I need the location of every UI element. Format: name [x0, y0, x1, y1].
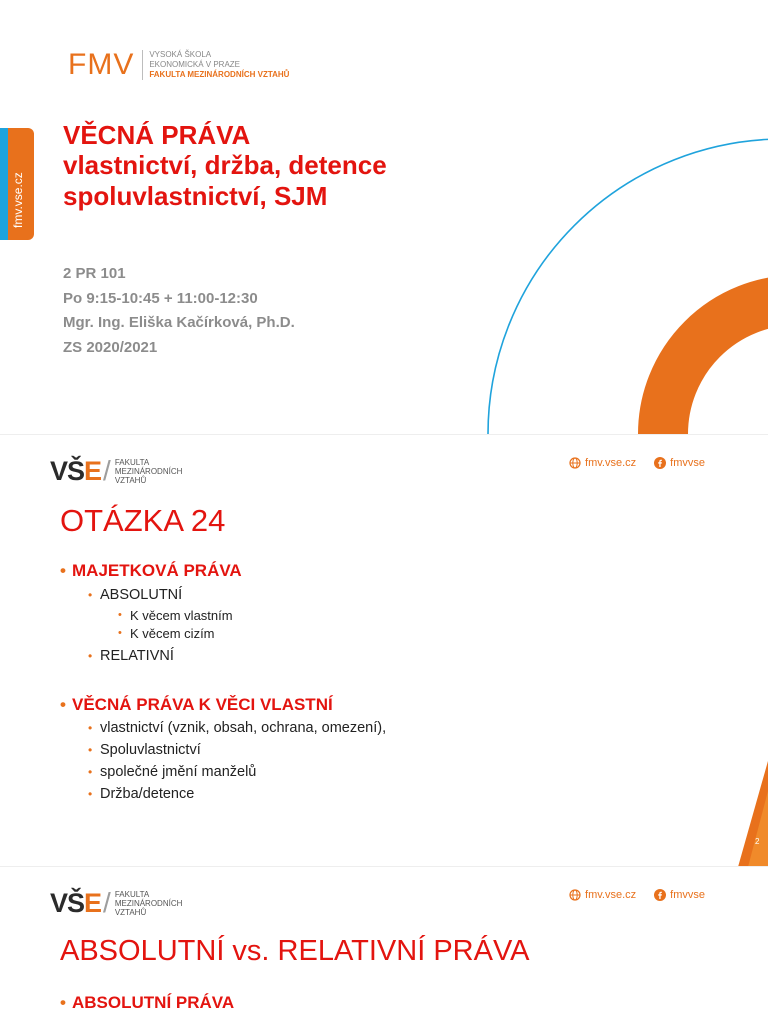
title-line-3: spoluvlastnictví, SJM	[63, 181, 328, 211]
header-links	[551, 889, 705, 901]
fmv-logo	[68, 48, 289, 82]
facebook-icon	[654, 457, 666, 469]
bullet-list	[60, 561, 386, 802]
content-slide-otazka	[0, 434, 768, 866]
course-code: 2 PR 101	[63, 265, 126, 282]
bullet-spolecne-jmeni: • společné jmění manželů	[60, 764, 386, 780]
vse-line-1: FAKULTA	[114, 889, 150, 899]
vse-logo-vs: VŠ	[50, 455, 85, 486]
vse-line-3: VZTAHŮ	[114, 907, 147, 917]
bullet-k-vecem-cizim: • K věcem cizím	[60, 626, 386, 641]
logo-line-1: VYSOKÁ ŠKOLA	[149, 50, 212, 59]
vse-logo-slash: /	[103, 455, 111, 486]
facebook-link-text: fmvvse	[670, 457, 705, 469]
side-tab-stripe	[0, 128, 8, 240]
title-line-2: vlastnictví, držba, detence	[63, 150, 387, 180]
page-corner-triangle	[736, 761, 768, 866]
bullet-vecna-prava: • VĚCNÁ PRÁVA K VĚCI VLASTNÍ	[60, 695, 386, 715]
course-info	[63, 262, 295, 360]
bullet-absolutni: • ABSOLUTNÍ	[60, 587, 386, 603]
web-link[interactable]	[569, 889, 636, 901]
globe-icon	[569, 889, 581, 901]
bullet-relativni: • RELATIVNÍ	[60, 648, 386, 664]
facebook-link-text: fmvvse	[670, 889, 705, 901]
logo-line-3: FAKULTA MEZINÁRODNÍCH VZTAHŮ	[149, 70, 290, 79]
vse-logo	[50, 455, 182, 487]
header-links	[551, 457, 705, 469]
facebook-link[interactable]	[654, 889, 705, 901]
side-tab-text: fmv.vse.cz	[11, 172, 25, 228]
vse-logo-e: E	[84, 887, 102, 918]
bullet-list	[60, 993, 234, 1013]
vse-line-3: VZTAHŮ	[114, 475, 147, 485]
semester: ZS 2020/2021	[63, 338, 158, 356]
title-slide	[0, 0, 768, 434]
bullet-majetkova-prava: • MAJETKOVÁ PRÁVA	[60, 561, 386, 581]
vse-logo-vs: VŠ	[50, 887, 85, 918]
vse-line-1: FAKULTA	[114, 457, 150, 467]
bullet-drzba: • Držba/detence	[60, 786, 386, 802]
web-link[interactable]	[569, 457, 636, 469]
vse-logo-mark	[50, 456, 101, 487]
bullet-k-vecem-vlastnim: • K věcem vlastním	[60, 608, 386, 623]
presentation-title	[63, 120, 387, 212]
web-link-text: fmv.vse.cz	[585, 457, 637, 469]
bullet-absolutni-prava: • ABSOLUTNÍ PRÁVA	[60, 993, 234, 1013]
course-time: Po 9:15-10:45 + 11:00-12:30	[63, 289, 258, 307]
bullet-vlastnictvi: • vlastnictví (vznik, obsah, ochrana, omezení),	[60, 720, 386, 736]
bullet-spoluvlastnictvi: • Spoluvlastnictví	[60, 742, 386, 758]
slide-title: OTÁZKA 24	[60, 503, 226, 538]
fmv-logo-text	[149, 50, 289, 80]
facebook-icon	[654, 889, 666, 901]
vse-line-2: MEZINÁRODNÍCH	[114, 466, 183, 476]
vse-logo	[50, 887, 182, 919]
web-link-text: fmv.vse.cz	[585, 889, 637, 901]
title-line-1: VĚCNÁ PRÁVA	[63, 120, 251, 150]
vse-logo-e: E	[84, 455, 102, 486]
fmv-logo-letters: FMV	[68, 48, 135, 81]
vse-logo-text	[115, 890, 183, 917]
side-tab[interactable]	[0, 128, 34, 240]
vse-logo-text	[115, 458, 183, 485]
lecturer-name: Mgr. Ing. Eliška Kačírková, Ph.D.	[63, 314, 295, 331]
logo-line-2: EKONOMICKÁ V PRAZE	[149, 60, 241, 69]
vse-logo-mark	[50, 888, 101, 919]
slide-title: ABSOLUTNÍ vs. RELATIVNÍ PRÁVA	[60, 935, 530, 967]
facebook-link[interactable]	[654, 457, 705, 469]
vse-line-2: MEZINÁRODNÍCH	[114, 898, 183, 908]
content-slide-absolutni	[0, 866, 768, 1024]
vse-logo-slash: /	[103, 887, 111, 918]
logo-divider	[142, 50, 143, 80]
page-number: 2	[755, 837, 760, 846]
globe-icon	[569, 457, 581, 469]
